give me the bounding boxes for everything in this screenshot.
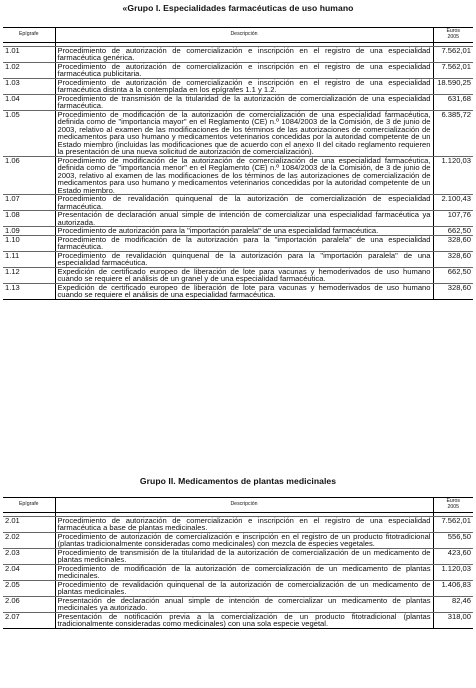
table-row bbox=[3, 46, 473, 62]
row-code: 1.05 bbox=[3, 110, 55, 156]
table-row bbox=[3, 110, 473, 156]
row-description: Procedimiento de autorización de comercialización e inscripción en el registro de un producto fitotradicional (plantas tradicionalmente consideradas como medicinales) con mezcla de especies vegetales. bbox=[55, 532, 433, 548]
row-code: 1.12 bbox=[3, 267, 55, 283]
row-description: Procedimiento de modificación de la autorización de comercialización de una especialidad farmacéutica, definida como de "importancia menor" en el Reglamento (CE) n.º 1084/2003 de la Comisión, de 3 de junio de 2003, relativo al examen de las modificaciones de los términos de las autorizaciones de comercialización de medicamentos para uso humano y medicamentos veterinarios concedidas por la autoridad competente de un Estado miembro. bbox=[55, 156, 433, 195]
row-amount: 328,60 bbox=[433, 251, 473, 267]
row-amount: 1.120,03 bbox=[433, 564, 473, 580]
row-code: 2.03 bbox=[3, 548, 55, 564]
row-description: Expedición de certificado europeo de liberación de lote para vacunas y hemoderivados de uso humano cuando se requiere el análisis de una especialidad farmacéutica. bbox=[55, 283, 433, 299]
row-code: 1.11 bbox=[3, 251, 55, 267]
table-row bbox=[3, 516, 473, 532]
row-amount: 82,46 bbox=[433, 596, 473, 612]
row-description: Procedimiento de revalidación quinquenal de la autorización de comercialización de especialidad farmacéutica. bbox=[55, 195, 433, 211]
row-amount: 1.120,03 bbox=[433, 156, 473, 195]
row-description: Procedimiento de revalidación quinquenal de la autorización para la "importación paralela" de una especialidad farmacéutica. bbox=[55, 251, 433, 267]
row-code: 1.06 bbox=[3, 156, 55, 195]
row-amount: 107,76 bbox=[433, 211, 473, 227]
row-amount: 556,50 bbox=[433, 532, 473, 548]
row-description: Procedimiento de transmisión de la titularidad de la autorización de comercialización de una especialidad farmacéutica. bbox=[55, 94, 433, 110]
row-description: Procedimiento de modificación de la autorización de comercialización de un medicamento de plantas medicinales. bbox=[55, 564, 433, 580]
group2-title: Grupo II. Medicamentos de plantas medicinales bbox=[139, 476, 337, 486]
row-amount: 328,60 bbox=[433, 235, 473, 251]
row-description: Procedimiento de autorización de comercialización e inscripción en el registro de una especialidad farmacéutica distinta a la contemplada en los epígrafes 1.1 y 1.2. bbox=[55, 78, 433, 94]
row-description: Procedimiento de autorización para la "importación paralela" de una especialidad farmacéutica. bbox=[55, 227, 433, 236]
row-code: 2.04 bbox=[3, 564, 55, 580]
row-code: 2.05 bbox=[3, 580, 55, 596]
row-amount: 662,50 bbox=[433, 227, 473, 236]
row-description: Presentación de notificación previa a la comercialización de un producto fitotradicional (plantas tradicionalmente consideradas como medicinales) con una sola especie vegetal. bbox=[55, 612, 433, 628]
row-code: 2.02 bbox=[3, 532, 55, 548]
row-amount: 2.100,43 bbox=[433, 195, 473, 211]
table-row bbox=[3, 283, 473, 299]
row-code: 1.08 bbox=[3, 211, 55, 227]
header-code: Epígrafe bbox=[3, 498, 55, 513]
row-code: 1.01 bbox=[3, 46, 55, 62]
table-row bbox=[3, 596, 473, 612]
row-description: Procedimiento de modificación de la autorización para la "importación paralela" de una especialidad farmacéutica. bbox=[55, 235, 433, 251]
group2-table bbox=[3, 497, 473, 629]
table-row bbox=[3, 251, 473, 267]
row-amount: 7.562,01 bbox=[433, 62, 473, 78]
table-row bbox=[3, 548, 473, 564]
row-code: 1.07 bbox=[3, 195, 55, 211]
row-amount: 328,60 bbox=[433, 283, 473, 299]
table-row bbox=[3, 195, 473, 211]
table-row bbox=[3, 267, 473, 283]
row-code: 2.07 bbox=[3, 612, 55, 628]
row-code: 2.01 bbox=[3, 516, 55, 532]
group2-header-row bbox=[3, 498, 473, 513]
header-description: Descripción bbox=[55, 498, 433, 513]
row-description: Expedición de certificado europeo de liberación de lote para vacunas y hemoderivados de uso humano cuando se requiere el análisis de un granel y de una especialidad farmacéutica. bbox=[55, 267, 433, 283]
row-amount: 18.590,25 bbox=[433, 78, 473, 94]
row-code: 1.02 bbox=[3, 62, 55, 78]
row-amount: 7.562,01 bbox=[433, 46, 473, 62]
row-description: Procedimiento de autorización de comercialización e inscripción en el registro de una especialidad farmacéutica publicitaria. bbox=[55, 62, 433, 78]
table-row bbox=[3, 62, 473, 78]
row-amount: 662,50 bbox=[433, 267, 473, 283]
row-amount: 423,60 bbox=[433, 548, 473, 564]
table-row bbox=[3, 580, 473, 596]
row-description: Procedimiento de autorización de comercialización e inscripción en el registro de una especialidad farmacéutica a base de plantas medicinales. bbox=[55, 516, 433, 532]
table-row bbox=[3, 211, 473, 227]
table-row bbox=[3, 78, 473, 94]
row-description: Procedimiento de modificación de la autorización de comercialización de una especialidad farmacéutica, definida como de "importancia mayor" en el Reglamento (CE) n.º 1084/2003 de la Comisión, de 3 de junio de 2003, relativo al examen de las modificaciones de los términos de las autorizaciones de comercialización de medicamentos para uso humano y medicamentos veterinarios concedidas por la autoridad competente de un Estado miembro (incluidas las modificaciones que de acuerdo con el anexo II del citado reglamento requieren la presentación de una nueva solicitud de autorización de comercialización). bbox=[55, 110, 433, 156]
header-amount: Euros 2005 bbox=[433, 28, 473, 43]
header-description: Descripción bbox=[55, 28, 433, 43]
table-row bbox=[3, 94, 473, 110]
row-amount: 318,00 bbox=[433, 612, 473, 628]
row-code: 1.09 bbox=[3, 227, 55, 236]
table-row bbox=[3, 564, 473, 580]
group1-table bbox=[3, 27, 473, 300]
table-row bbox=[3, 532, 473, 548]
row-amount: 631,68 bbox=[433, 94, 473, 110]
row-description: Procedimiento de autorización de comercialización e inscripción en el registro de una especialidad farmacéutica genérica. bbox=[55, 46, 433, 62]
row-amount: 6.385,72 bbox=[433, 110, 473, 156]
table-row bbox=[3, 612, 473, 628]
row-amount: 7.562,01 bbox=[433, 516, 473, 532]
row-description: Presentación de declaración anual simple de intención de comercializar una especialidad farmacéutica ya autorizada. bbox=[55, 211, 433, 227]
row-code: 1.10 bbox=[3, 235, 55, 251]
group2-body bbox=[3, 512, 473, 628]
table-row bbox=[3, 227, 473, 236]
row-code: 1.03 bbox=[3, 78, 55, 94]
row-description: Procedimiento de revalidación quinquenal de la autorización de comercialización de un medicamento de plantas medicinales. bbox=[55, 580, 433, 596]
row-code: 2.06 bbox=[3, 596, 55, 612]
group1-title: «Grupo I. Especialidades farmacéuticas de uso humano bbox=[122, 3, 354, 13]
row-amount: 1.406,83 bbox=[433, 580, 473, 596]
header-amount: Euros 2005 bbox=[433, 498, 473, 513]
table-row bbox=[3, 156, 473, 195]
row-code: 1.04 bbox=[3, 94, 55, 110]
row-code: 1.13 bbox=[3, 283, 55, 299]
header-code: Epígrafe bbox=[3, 28, 55, 43]
group1-body bbox=[3, 42, 473, 299]
group1-header-row bbox=[3, 28, 473, 43]
table-row bbox=[3, 235, 473, 251]
row-description: Presentación de declaración anual simple de intención de comercializar un medicamento de plantas medicinales ya autorizado. bbox=[55, 596, 433, 612]
row-description: Procedimiento de transmisión de la titularidad de la autorización de comercialización de un medicamento de plantas medicinales. bbox=[55, 548, 433, 564]
